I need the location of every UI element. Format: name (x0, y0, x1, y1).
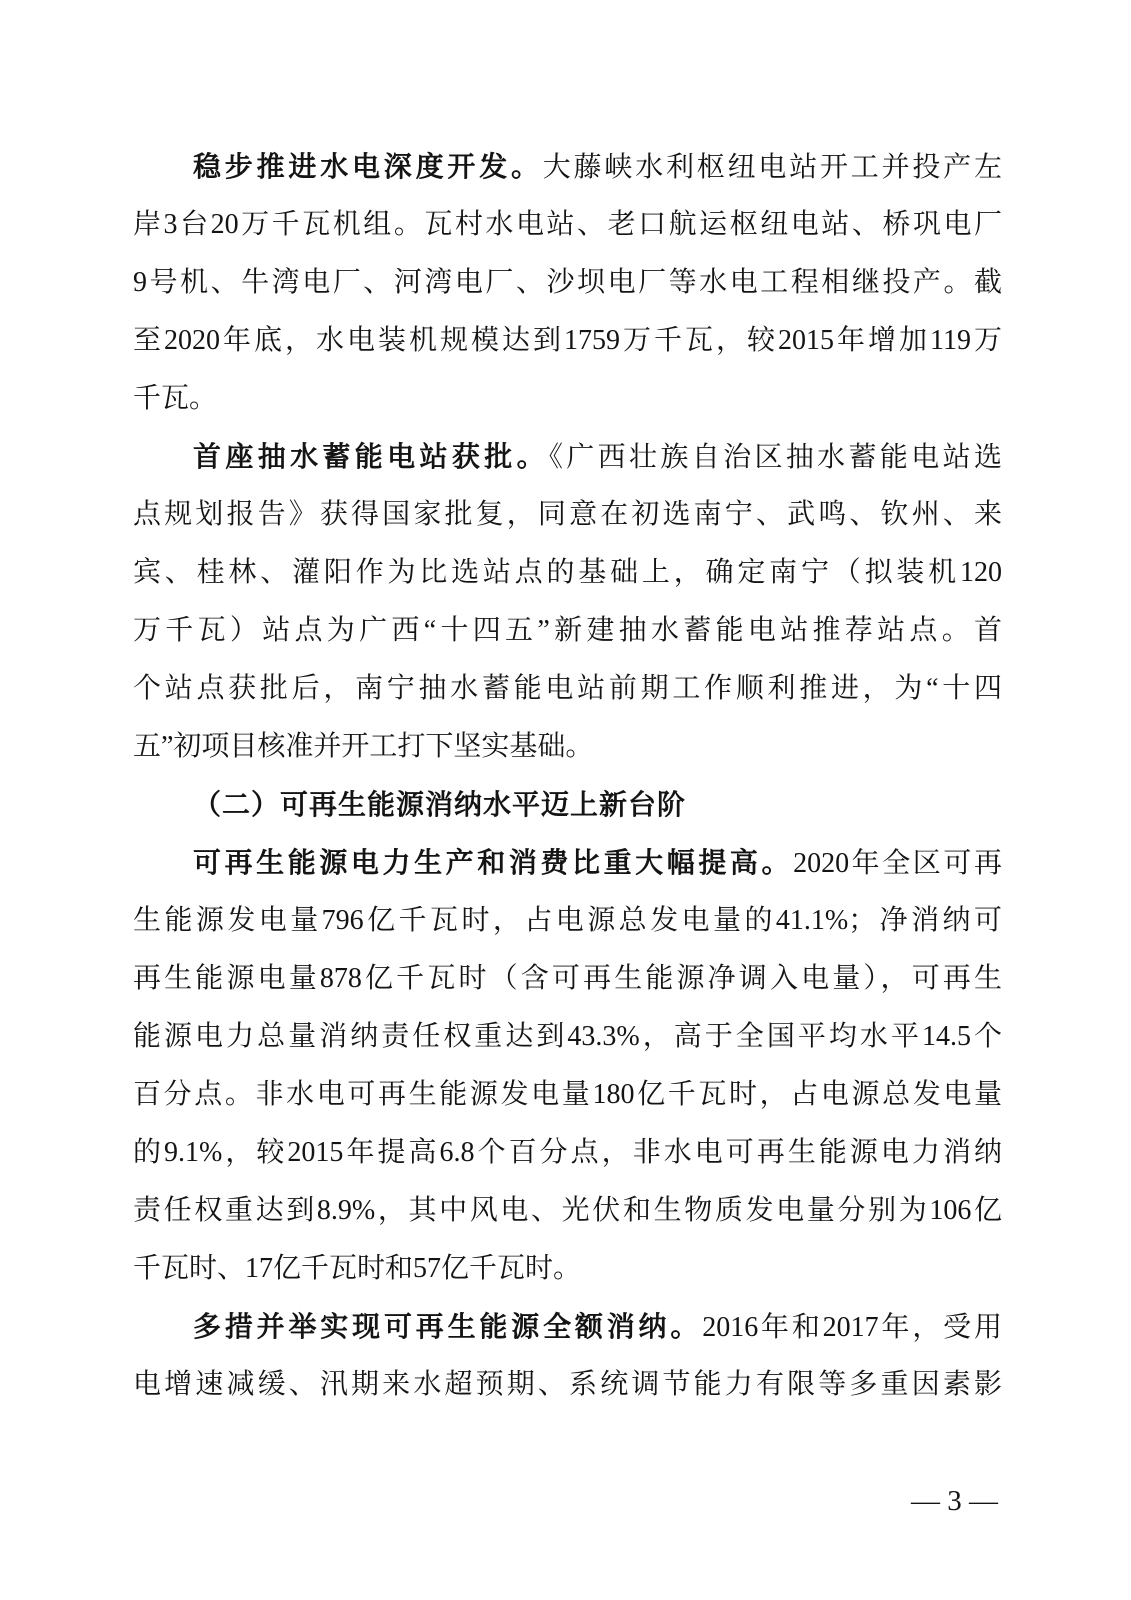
body-text: 生能源发电量796亿千瓦时，占电源总发电量的41.1%；净消纳可 (133, 905, 1002, 936)
text-line (133, 370, 1002, 428)
heading-section-two (133, 776, 1002, 834)
bold-lead-text: 多措并举实现可再生能源全额消纳。 (193, 1311, 703, 1342)
body-text: 《广西壮族自治区抽水蓄能电站选 (548, 442, 1002, 473)
text-line (133, 1124, 1002, 1182)
text-line (133, 602, 1002, 660)
body-text: 责任权重达到8.9%，其中风电、光伏和生物质发电量分别为106亿 (133, 1195, 1002, 1226)
text-line (133, 1240, 1002, 1298)
text-line (133, 486, 1002, 544)
body-text: 至2020年底，水电装机规模达到1759万千瓦，较2015年增加119万 (133, 325, 1002, 356)
body-text: 个站点获批后，南宁抽水蓄能电站前期工作顺利推进，为“十四 (133, 673, 1002, 704)
text-line (133, 834, 1002, 892)
text-line (133, 544, 1002, 602)
para-pumped-storage-approval (133, 428, 1002, 776)
body-text: 宾、桂林、灌阳作为比选站点的基础上，确定南宁（拟装机120 (133, 557, 1002, 588)
body-text: 能源电力总量消纳责任权重达到43.3%，高于全国平均水平14.5个 (133, 1021, 1002, 1052)
body-text: 百分点。非水电可再生能源发电量180亿千瓦时，占电源总发电量 (133, 1079, 1002, 1110)
text-line (133, 892, 1002, 950)
text-line (133, 776, 1002, 834)
body-text: 电增速减缓、汛期来水超预期、系统调节能力有限等多重因素影 (133, 1369, 1002, 1400)
text-line (133, 196, 1002, 254)
page-number: — 3 — (911, 1485, 998, 1517)
para-hydropower-development (133, 138, 1002, 428)
para-full-consumption-measures (133, 1298, 1002, 1414)
text-line (133, 718, 1002, 776)
body-text: 五”初项目核准并开工打下坚实基础。 (133, 731, 594, 762)
body-text: 万千瓦）站点为广西“十四五”新建抽水蓄能电站推荐站点。首 (133, 615, 1002, 646)
para-renewable-share-increase (133, 834, 1002, 1298)
text-line (133, 1066, 1002, 1124)
body-text: 大藤峡水利枢纽电站开工并投产左 (542, 152, 1002, 183)
body-text: 再生能源电量878亿千瓦时（含可再生能源净调入电量），可再生 (133, 963, 1002, 994)
text-line (133, 312, 1002, 370)
bold-lead-text: （二）可再生能源消纳水平迈上新台阶 (193, 789, 687, 820)
text-line (133, 254, 1002, 312)
text-line (133, 138, 1002, 196)
body-text: 千瓦时、17亿千瓦时和57亿千瓦时。 (133, 1253, 582, 1284)
body-text: 点规划报告》获得国家批复，同意在初选南宁、武鸣、钦州、来 (133, 499, 1002, 530)
text-line (133, 428, 1002, 486)
body-text: 岸3台20万千瓦机组。瓦村水电站、老口航运枢纽电站、桥巩电厂 (133, 209, 1002, 240)
bold-lead-text: 可再生能源电力生产和消费比重大幅提高。 (193, 847, 794, 878)
text-line (133, 1298, 1002, 1356)
body-text: 2016年和2017年，受用 (702, 1312, 1002, 1343)
text-line (133, 660, 1002, 718)
body-text: 的9.1%，较2015年提高6.8个百分点，非水电可再生能源电力消纳 (133, 1137, 1002, 1168)
text-line (133, 1008, 1002, 1066)
bold-lead-text: 稳步推进水电深度开发。 (193, 151, 543, 182)
bold-lead-text: 首座抽水蓄能电站获批。 (193, 441, 549, 472)
body-text: 千瓦。 (133, 383, 218, 414)
text-line (133, 950, 1002, 1008)
text-line (133, 1356, 1002, 1414)
text-line (133, 1182, 1002, 1240)
document-body (133, 138, 1002, 1414)
body-text: 9号机、牛湾电厂、河湾电厂、沙坝电厂等水电工程相继投产。截 (133, 267, 1002, 298)
body-text: 2020年全区可再 (793, 848, 1002, 879)
